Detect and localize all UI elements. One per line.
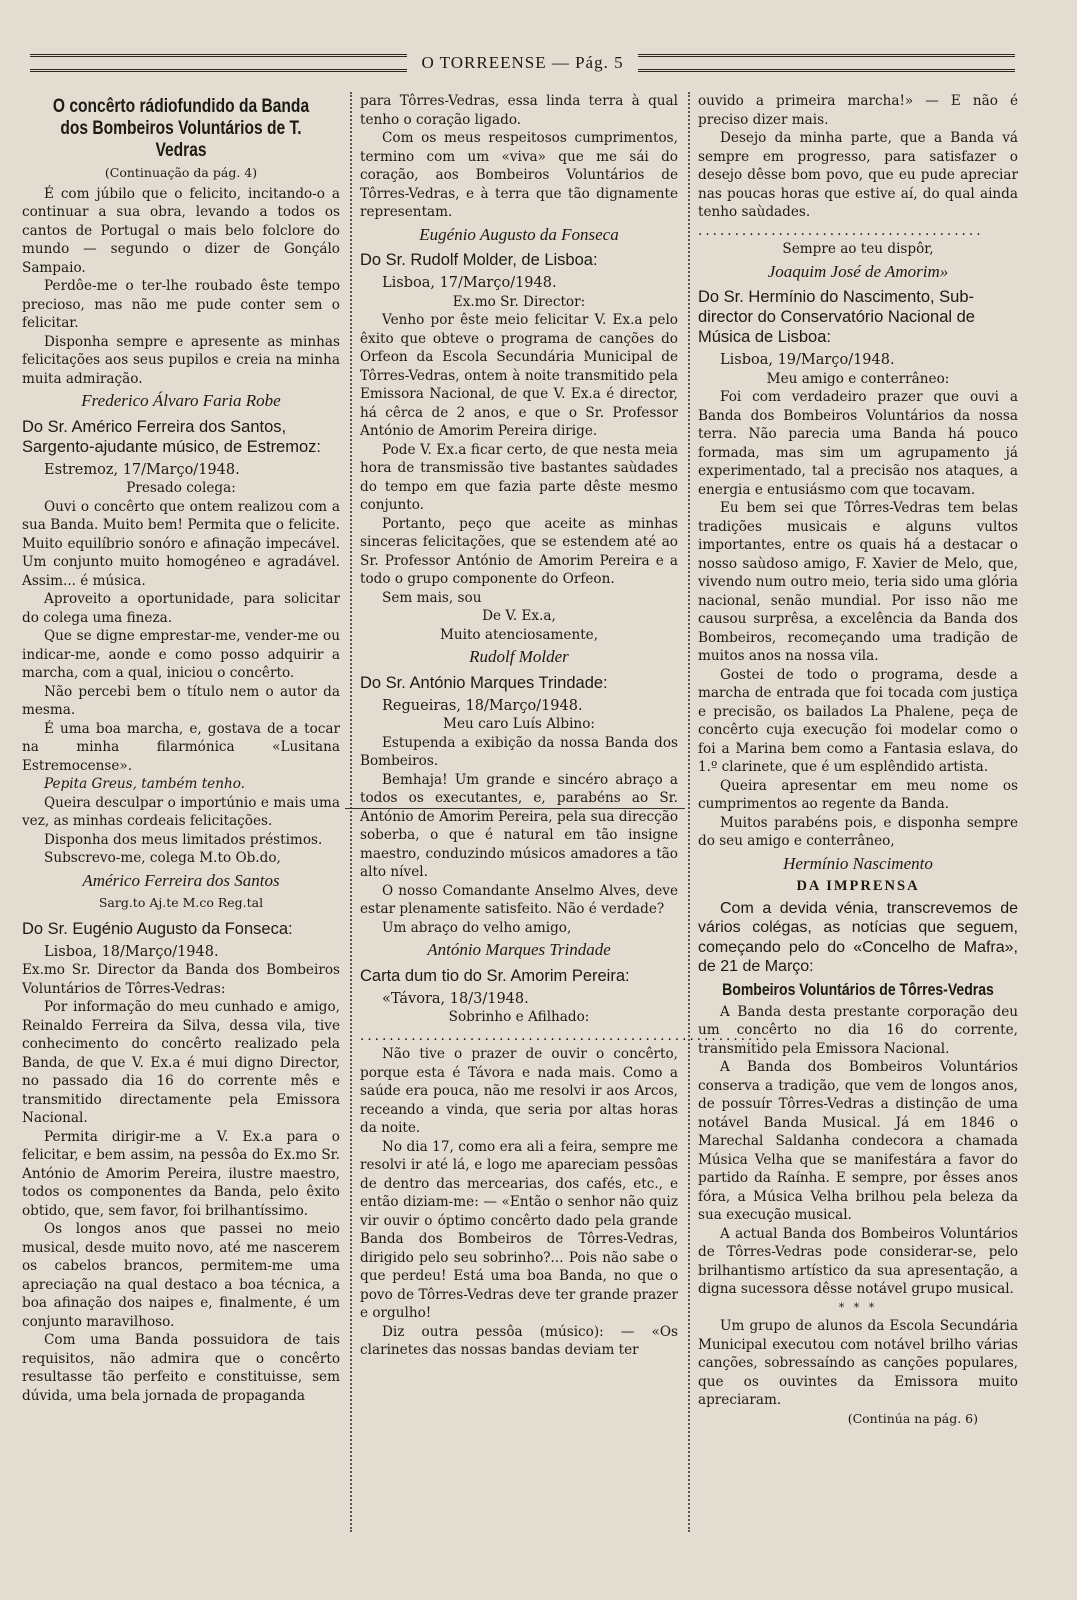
letter-date: Regueiras, 18/Março/1948.: [382, 697, 583, 714]
column-3: [698, 92, 1018, 1428]
salutation: Meu caro Luís Albino:: [443, 716, 595, 732]
paragraph: Gostei de todo o programa, desde a marcha de entrada que foi tocada com justiça e precisão, os bailados La Phalene, peça de concêrto cuja execução foi modelar como o foi a Marina bem como a Fantasia eslava, do 1.º clarinete, que é um esplêndido artista.: [698, 666, 1018, 775]
letter-date: Lisboa, 17/Março/1948.: [382, 275, 557, 291]
continuation-note: (Continuação da pág. 4): [104, 165, 258, 180]
signature-title: Sarg.to Aj.te M.co Reg.tal: [98, 895, 264, 910]
letter-heading: Do Sr. Eugénio Augusto da Fonseca:: [22, 919, 293, 938]
salutation: Sobrinho e Afilhado:: [448, 1009, 590, 1025]
letter-heading: Do Sr. António Marques Trindade:: [360, 673, 608, 692]
paragraph: Disponha dos meus limitados préstimos.: [44, 831, 323, 848]
paragraph: Estupenda a exibição da nossa Banda dos Bombeiros.: [360, 734, 678, 769]
paragraph: É uma boa marcha, e, gostava de a tocar na minha filarmónica «Lusitana Estremocense».: [22, 720, 340, 774]
paragraph: Eu bem sei que Tôrres-Vedras tem belas tradições musicais e alguns vultos importantes, entre os quais há a destacar o nosso saùdoso amigo, F. Xavier de Melo, que, vivendo num outro meio, teria sido uma glória nacional, senão mundial. Por isso não me causou surprêsa, a excelência da Banda dos Bombeiros, recomeçando uma tradição de muitos anos na nossa vila.: [698, 500, 1018, 664]
paragraph: Permita dirigir-me a V. Ex.a para o felicitar, e bem assim, na pessôa do Ex.mo Sr. António de Amorim Pereira, ilustre maestro, todos os componentes da Banda, pelo êxito obtido, que, sem favor, foi brilhantíssimo.: [22, 1128, 340, 1219]
paragraph: Por informação do meu cunhado e amigo, Reinaldo Ferreira da Silva, dessa vila, tive conhecimento do concêrto realizado pela Banda, de que V. Ex.a é mui digno Director, no passado dia 16 do corrente mês e transmitido directamente pela Emissora Nacional.: [22, 999, 340, 1126]
letter-date: «Távora, 18/3/1948.: [382, 990, 529, 1007]
page-title: O TORREENSE — Pág. 5: [421, 53, 624, 72]
paragraph: Bemhaja! Um grande e sincéro abraço a todos os executantes, e, parabéns ao Sr. António de Amorim Pereira, pela sua direcção soberba, o que é natural em tão insigne maestro, conduzindo músicos amadores a tão alto nível.: [360, 771, 678, 880]
paragraph: ouvido a primeira marcha!» — E não é preciso dizer mais.: [698, 93, 1018, 128]
masthead: [30, 50, 1015, 76]
paragraph: A Banda dos Bombeiros Voluntários conserva a tradição, que vem de longos anos, de possuír Tôrres-Vedras a distinção de uma notável Banda Musical. Já em 1846 o Marechal Saldanha condecora a chamada Música Velha que se manifestára a favor do partido da Raínha. E sempre, por êsses anos fóra, a Música Velha brilhou pela beleza da sua execução musical.: [698, 1059, 1018, 1223]
paragraph: Pepita Greus, também tenho.: [44, 776, 245, 792]
letter-heading: Do Sr. Rudolf Molder, de Lisboa:: [360, 251, 598, 269]
paragraph: A Banda desta prestante corporação deu um concêrto no dia 16 do corrente, transmitido pela Emissora Nacional.: [698, 1003, 1018, 1057]
closing: Sempre ao teu dispôr,: [782, 241, 934, 257]
salutation: Ex.mo Sr. Director:: [452, 293, 586, 310]
section-divider: * * *: [838, 1300, 878, 1314]
article-headline: O concêrto rádiofundido da Banda dos Bombeiros Voluntários de T. Vedras: [52, 96, 310, 161]
letter-date: Lisboa, 18/Março/1948.: [44, 943, 219, 960]
paragraph: O nosso Comandante Anselmo Alves, deve estar plenamente satisfeito. Não é verdade?: [360, 882, 678, 917]
paragraph: É com júbilo que o felicito, incitando-o a continuar a sua obra, levando a todos os cantos de Portugal o mais belo folclore do mundo — segundo o dizer de Gonçálo Sampaio.: [22, 185, 340, 276]
paragraph: Os longos anos que passei no meio musical, desde muito novo, até me nascerem os cabelos brancos, permitem-me uma apreciação na qual destaco a boa técnica, a boa afinação dos naipes e, finalmente, é um conjunto maravilhoso.: [22, 1221, 340, 1330]
salutation: Meu amigo e conterrâneo:: [766, 370, 950, 387]
signature: Frederico Álvaro Faria Robe: [81, 391, 281, 410]
signature: Hermínio Nascimento: [783, 853, 933, 873]
paragraph: Foi com verdadeiro prazer que ouvi a Banda dos Bombeiros Voluntários da nossa terra. Não parecia uma Banda há pouco formada, mas sim um agrupamento já experimentado, tal a precisão nos ataques, a energia e entusiásmo com que tocavam.: [698, 389, 1018, 498]
signature: Joaquim José de Amorim»: [767, 261, 949, 281]
letter-date: Estremoz, 17/Março/1948.: [44, 461, 240, 478]
letter-date: Lisboa, 19/Março/1948.: [720, 352, 895, 368]
column-separator-2: [688, 92, 690, 1532]
paragraph: Diz outra pessôa (músico): — «Os clarinetes das nossas bandas deviam ter: [360, 1323, 678, 1358]
letter-heading: Carta dum tio do Sr. Amorim Pereira:: [360, 966, 630, 985]
letter-heading: Do Sr. Hermínio do Nascimento, Sub-director do Conservatório Nacional de Música de Lisboa:: [698, 288, 975, 346]
section-intro: Com a devida vénia, transcrevemos de vários colégas, as notícias que seguem, começando pelo do «Concelho de Mafra», de 21 de Março:: [698, 899, 1018, 975]
signature: António Marques Trindade: [427, 940, 611, 959]
paragraph: Disponha sempre e apresente as minhas felicitações aos seus pupilos e creia na minha muita admiração.: [22, 333, 340, 387]
paragraph: A actual Banda dos Bombeiros Voluntários de Tôrres-Vedras pode considerar-se, pelo brilhantismo artístico da sua apresentação, a digna sucessora dêsse notável grupo musical.: [698, 1225, 1018, 1297]
continuation-note: (Continúa na pág. 6): [847, 1410, 978, 1426]
paragraph: No dia 17, como era ali a feira, sempre me resolvi ir até lá, e logo me apareciam pessôas de dentro das mercearias, dos cafés, etc., e então diziam-me: — «Então o senhor não quiz vir ouvir o óptimo concêrto dado pela grande Banda dos Bombeiros de Tôrres-Vedras, dirigido pelo seu sobrinho?... Pois não sabe o que perdeu! Está uma boa Banda, no que o povo de Tôrres-Vedras deve ter grande prazer e orgulho!: [360, 1138, 678, 1321]
ellipsis-line: .......................................: [698, 222, 984, 239]
paragraph: Aproveito a oportunidade, para solicitar do colega uma fineza.: [22, 591, 340, 626]
column-1: [22, 92, 340, 1405]
salutation: Presado colega:: [126, 480, 236, 496]
paragraph: Um abraço do velho amigo,: [382, 919, 572, 936]
closing: De V. Ex.a,: [482, 608, 556, 624]
masthead-rule-left: [30, 54, 407, 72]
section-heading: DA IMPRENSA: [796, 878, 920, 894]
paragraph: Pode V. Ex.a ficar certo, de que nesta meia hora de transmissão tive bastantes saùdades do tempo em que fazia parte dêste mesmo conjunto.: [360, 441, 678, 513]
paragraph: Queira apresentar em meu nome os cumprimentos ao regente da Banda.: [698, 777, 1018, 812]
paragraph: Sem mais, sou: [382, 589, 482, 606]
paragraph: Perdôe-me o ter-lhe roubado êste tempo precioso, mas não me pude conter sem o felicitar.: [22, 278, 340, 331]
signature: Eugénio Augusto da Fonseca: [419, 224, 619, 244]
paragraph: Desejo da minha parte, que a Banda vá sempre em progresso, para satisfazer o desejo dêsse bom povo, que eu pude apreciar nas poucas horas que estive aí, do qual ainda tenho saùdades.: [698, 130, 1018, 220]
signature: Rudolf Molder: [469, 647, 569, 666]
masthead-rule-right: [638, 54, 1015, 72]
paragraph: Com uma Banda possuidora de tais requisitos, não admira que o concêrto resultasse tão perfeito e constituisse, sem dúvida, uma bela jornada de propaganda: [22, 1332, 340, 1404]
column-2: [360, 92, 770, 1360]
paragraph: Subscrevo-me, colega M.to Ob.do,: [44, 850, 281, 866]
paragraph: Portanto, peço que aceite as minhas sinceras felicitações, que se estendem até ao Sr. Professor António de Amorim Pereira e a todo o grupo componente do Orfeon.: [360, 515, 678, 587]
paragraph: Ouvi o concêrto que ontem realizou com a sua Banda. Muito bem! Permita que o felicite. Muito equilíbrio sonóro e afinação impecável. Um conjunto muito homogéneo e agradável. Assim... é música.: [22, 498, 340, 589]
ellipsis-line: ........................................................: [360, 1027, 770, 1044]
paragraph: Não percebi bem o título nem o autor da mesma.: [22, 683, 340, 718]
letter-heading: Do Sr. Américo Ferreira dos Santos, Sargento-ajudante músico, de Estremoz:: [22, 417, 321, 456]
news-headline: Bombeiros Voluntários de Tôrres-Vedras: [722, 980, 994, 999]
signature: Américo Ferreira dos Santos: [82, 870, 280, 890]
paragraph: Um grupo de alunos da Escola Secundária Municipal executou com notável brilho várias canções, sobressaíndo as canções populares, que os ouvintes da Emissora muito apreciaram.: [698, 1318, 1018, 1408]
paragraph: Venho por êste meio felicitar V. Ex.a pelo êxito que obteve o programa de canções do Orfeon da Escola Secundária Municipal de Tôrres-Vedras, ontem à noite transmitido pela Emissora Nacional, de que V. Ex.a é director, há cêrca de 2 anos, e que o Sr. Professor António de Amorim Pereira dirige.: [360, 312, 678, 439]
salutation: Ex.mo Sr. Director da Banda dos Bombeiros Voluntários de Tôrres-Vedras:: [22, 962, 340, 997]
paragraph: Com os meus respeitosos cumprimentos, termino com um «viva» que me sái do coração, aos Bombeiros Voluntários de Tôrres-Vedras, e à terra que tão dignamente representam.: [360, 130, 678, 220]
paragraph: Muitos parabéns pois, e disponha sempre do seu amigo e conterrâneo,: [698, 814, 1018, 849]
paragraph: Queira desculpar o importúnio e mais uma vez, as minhas cordeais felicitações.: [22, 794, 340, 829]
paragraph: para Tôrres-Vedras, essa linda terra à qual tenho o coração ligado.: [360, 93, 678, 128]
paragraph: Não tive o prazer de ouvir o concêrto, porque esta é Távora e nada mais. Como a saúde era pouca, não me resolvi ir aos Arcos, receando a vinda, que seria por altas horas da noite.: [360, 1046, 678, 1136]
column-separator-1: [350, 92, 352, 1532]
paragraph: Que se digne emprestar-me, vender-me ou indicar-me, aonde e como posso adquirir a marcha, com a qual, iniciou o concêrto.: [22, 628, 340, 681]
closing: Muito atenciosamente,: [439, 626, 599, 643]
